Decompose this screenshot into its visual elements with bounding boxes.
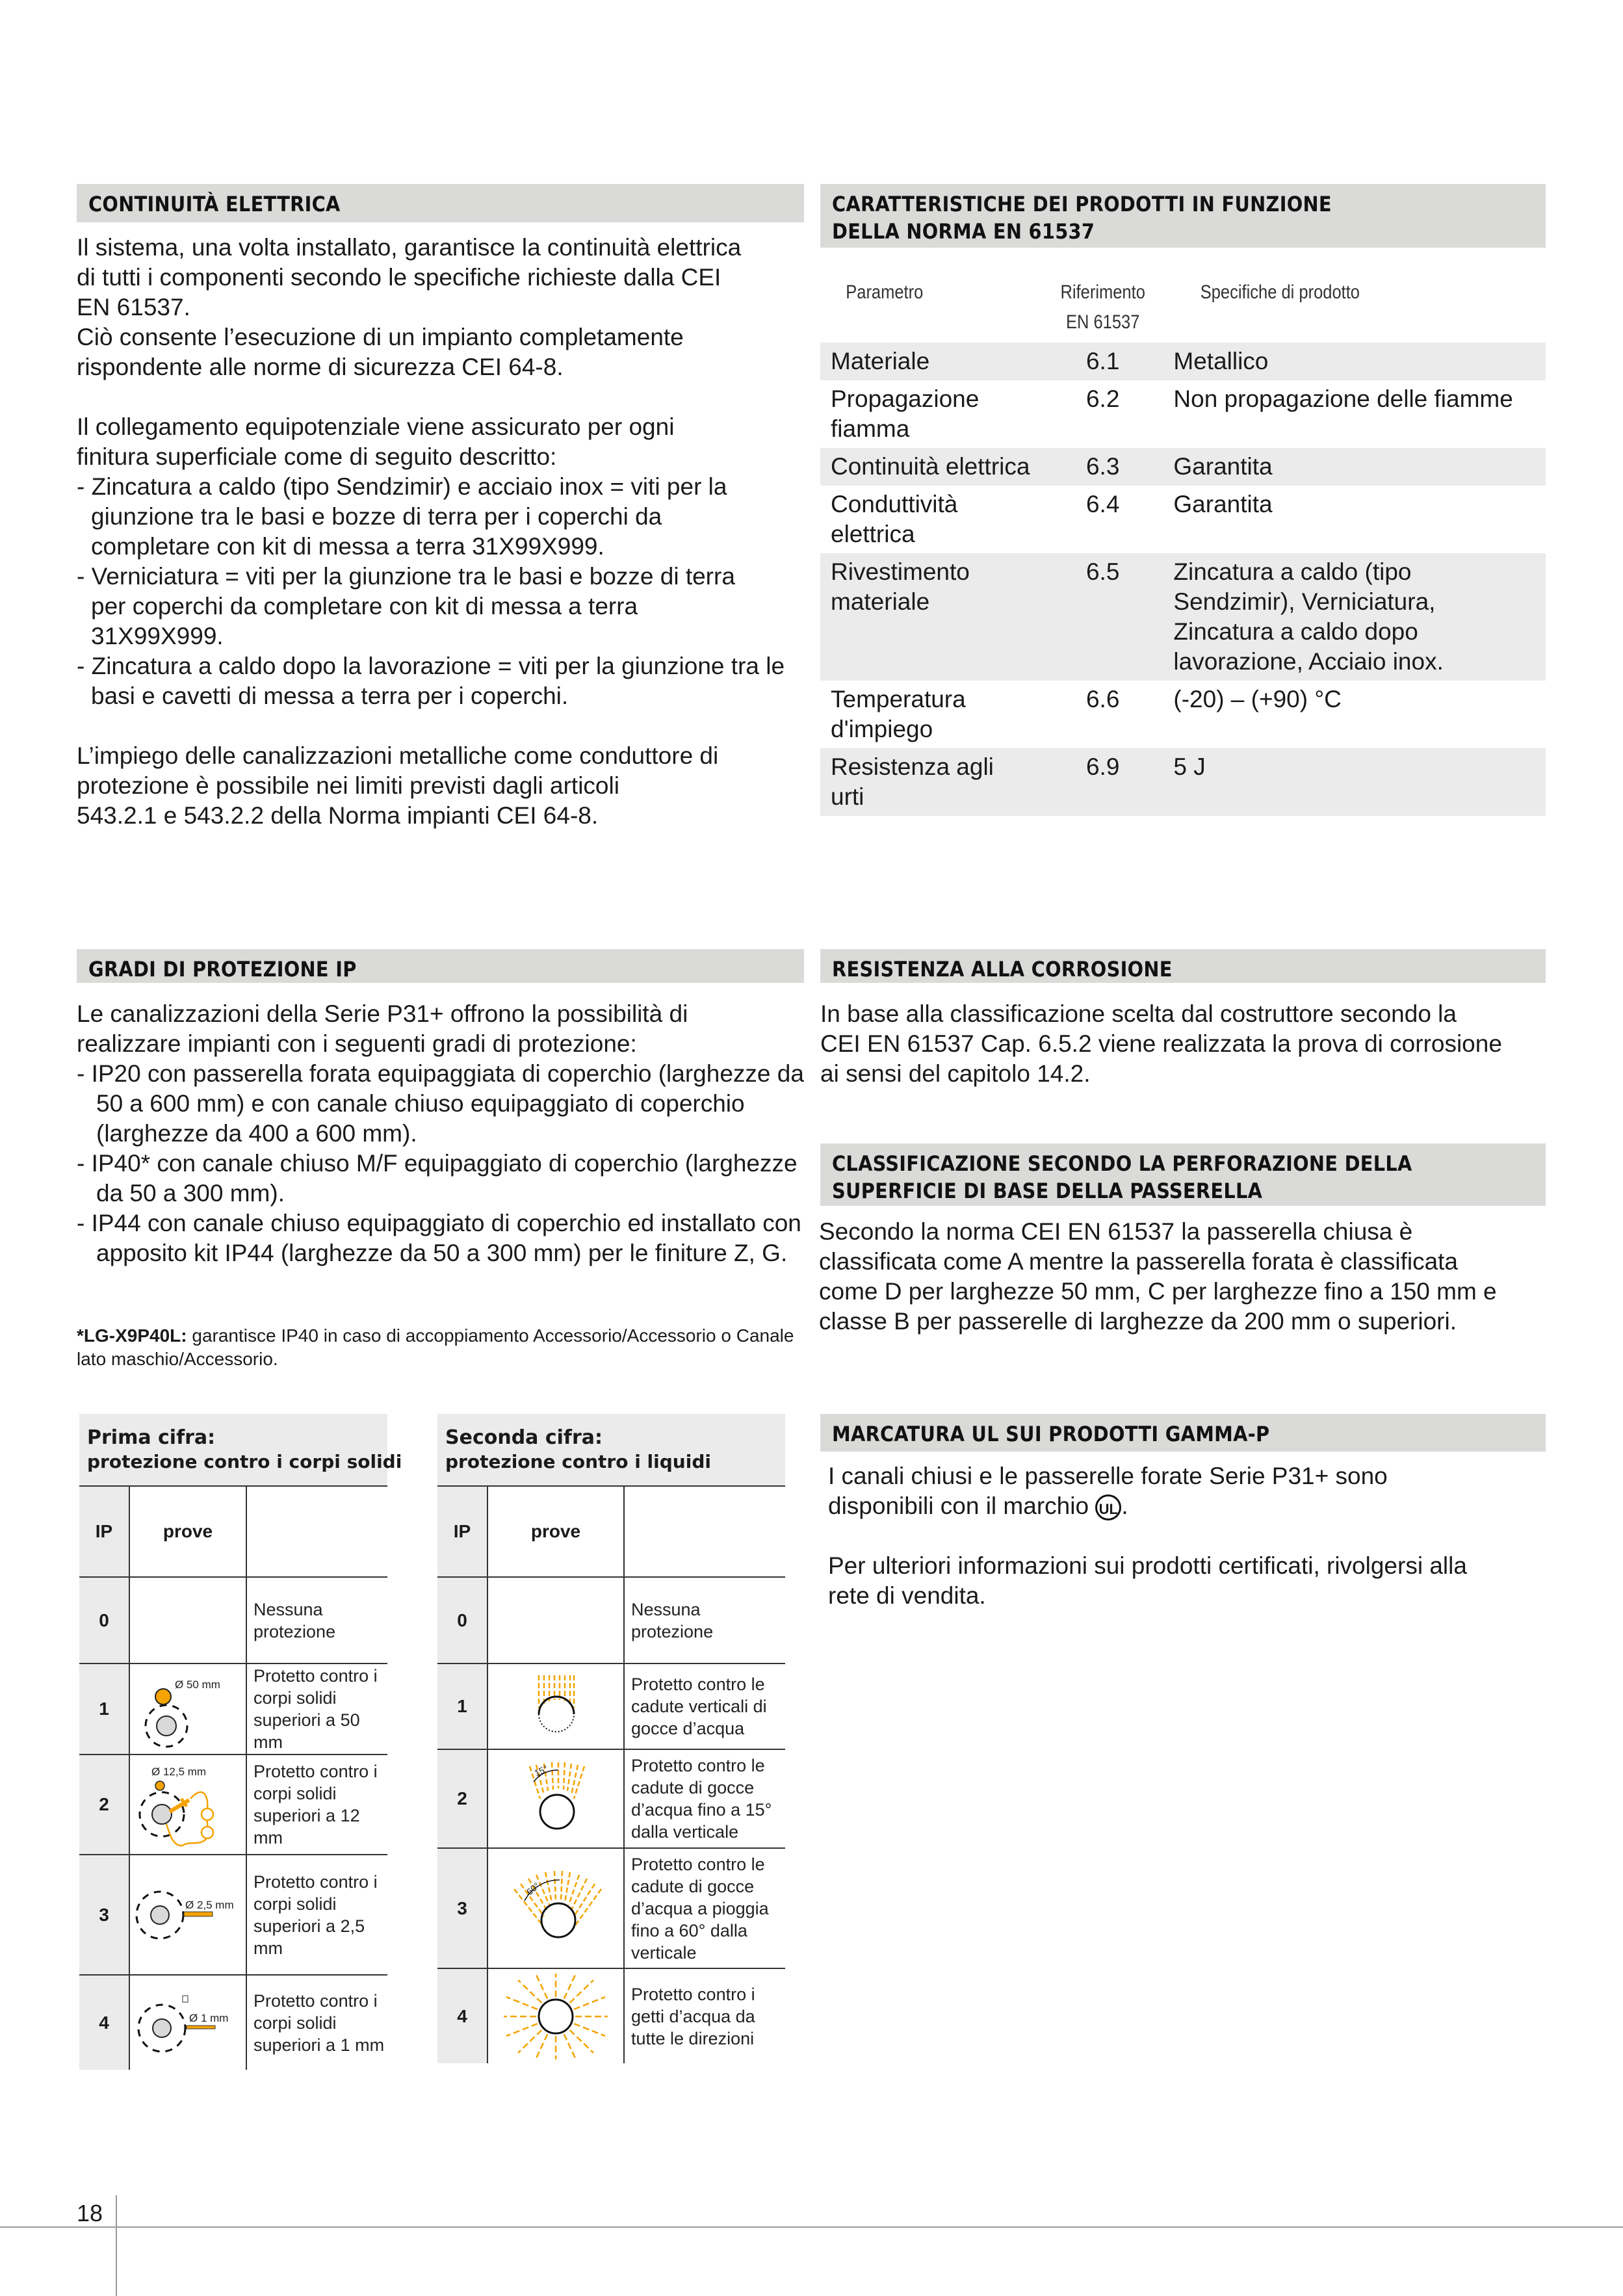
wire-2-5mm-icon — [131, 1876, 241, 1954]
text-line: Il sistema, una volta installato, garantisce la continuità elettrica — [77, 234, 742, 261]
footnote-code: *LG-X9P40L: — [77, 1325, 187, 1346]
section-title-line: DELLA NORMA EN 61537 — [832, 219, 1095, 244]
table-row: Conduttività elettrica 6.4 Garantita — [831, 491, 1273, 547]
gradi-ip-body — [77, 999, 811, 1268]
section-header-gradi-ip — [77, 949, 804, 983]
spec-table-header — [820, 270, 1546, 343]
spray-all-directions-icon — [491, 1971, 621, 2062]
ip2-drip-diagram — [487, 1749, 624, 1848]
marcatura-ul-body: I canali chiusi e le passerelle forate Serie P31+ sono disponibili con il marchio UL . Per ulteriori informazioni sui prodotti certificati, rivolgersi alla rete di vendita. — [828, 1463, 1467, 1609]
text-line: rispondente alle norme di sicurezza CEI 64-8. — [77, 354, 564, 380]
test-finger-icon — [131, 1756, 241, 1853]
classificazione-body: Secondo la norma CEI EN 61537 la passerella chiusa è classificata come A mentre la passerella forata è classificata come D per larghezze 50 mm, C per larghezze fino a 150 mm e classe B per passerelle di larghezze da 200 mm o superiori. — [819, 1218, 1497, 1335]
svg-text:Ø 50 mm: Ø 50 mm — [175, 1678, 220, 1691]
ip3-solid-diagram — [129, 1855, 246, 1975]
ip-table-prima — [79, 1414, 402, 2070]
text-line: finitura superficiale come di seguito descritto: — [77, 443, 557, 470]
table-row: Propagazione fiamma 6.2 Non propagazione delle fiamme — [831, 385, 1513, 442]
section-title: CONTINUITÀ ELETTRICA — [88, 192, 341, 216]
ip4-spray-diagram — [487, 1968, 624, 2063]
page-number: 18 — [77, 2200, 103, 2226]
ip-row: 2 Ø 12,5 mm Protetto contro i corpi solidi superiori a 12 mm — [79, 1755, 387, 1855]
section-header-continuita — [77, 184, 804, 222]
ip1-drip-diagram — [487, 1663, 624, 1749]
text-line: di tutti i componenti secondo le specifiche richieste dalla CEI — [77, 264, 721, 291]
footer-rule — [0, 2226, 1623, 2228]
section-header-classificazione: CLASSIFICAZIONE SECONDO LA PERFORAZIONE DELLA SUPERFICIE DI BASE DELLA PASSERELLA — [820, 1143, 1546, 1206]
text-line: Ciò consente l’esecuzione di un impianto completamente — [77, 324, 684, 350]
ip-row: 0 Nessuna protezione — [437, 1577, 785, 1663]
text-line: Le canalizzazioni della Serie P31+ offrono la possibilità di — [77, 1000, 688, 1027]
footer-vertical-rule — [116, 2195, 117, 2296]
section-title: GRADI DI PROTEZIONE IP — [88, 957, 357, 982]
section-title-line: CARATTERISTICHE DEI PRODOTTI IN FUNZIONE — [832, 192, 1332, 216]
ip1-solid-diagram — [129, 1663, 246, 1755]
wire-1mm-icon — [131, 1984, 241, 2062]
table-row: Materiale 6.1 Metallico — [820, 343, 1546, 380]
table-row: Continuità elettrica 6.3 Garantita — [820, 448, 1546, 486]
table-row: Resistenza agli urti 6.9 5 J — [820, 748, 1546, 816]
section-header-marcatura-ul — [820, 1414, 1546, 1452]
svg-text:Ø 1 mm: Ø 1 mm — [189, 2011, 229, 2024]
bullet-item: - Zincatura a caldo (tipo Sendzimir) e acciaio inox = viti per la giunzione tra le basi e bozze di terra per i coperchi da completare con kit di messa a terra 31X99X999. — [77, 473, 727, 560]
ip-table-title: Seconda cifra: protezione contro i liquidi — [437, 1414, 785, 1487]
text-line: EN 61537. — [77, 294, 190, 320]
footnote-text: garantisce IP40 in caso di accoppiamento Accessorio/Accessorio o Canale lato maschio/Accessorio. — [77, 1325, 794, 1369]
ip-table-header: IP prove — [437, 1487, 785, 1577]
text-line: L’impiego delle canalizzazioni metalliche come conduttore di — [77, 742, 719, 769]
bullet-item: - IP44 con canale chiuso equipaggiato di coperchio ed installato con apposito kit IP44 (larghezze da 50 a 300 mm) per le finiture Z, G. — [77, 1210, 801, 1266]
rain-60deg-icon — [491, 1863, 621, 1954]
ip-row: 3 60° Protetto contro le cadute di gocce d’acqua a pioggia fino a 60° dalla verticale — [437, 1848, 785, 1968]
drip-15deg-icon — [491, 1753, 621, 1844]
ip3-rain-diagram — [487, 1848, 624, 1968]
col-header-spec: Specifiche di prodotto — [1201, 281, 1360, 303]
text-line: protezione è possibile nei limiti previsti dagli articoli — [77, 772, 619, 799]
ip-table-header: IP prove — [79, 1487, 387, 1577]
ip-row: 4 Ø 1 mm Protetto contro i corpi solidi superiori a 1 mm — [79, 1975, 387, 2070]
ip-row: 3 Ø 2,5 mm Protetto contro i corpi solidi superiori a 2,5 mm — [79, 1855, 387, 1975]
svg-text:15°: 15° — [532, 1763, 550, 1779]
ip-row: 1 Ø 50 mm Protetto contro i corpi solidi superiori a 50 mm — [79, 1663, 387, 1755]
ip4-solid-diagram — [129, 1975, 246, 2070]
svg-text:Ø 12,5 mm: Ø 12,5 mm — [151, 1766, 207, 1778]
spec-table — [820, 270, 1546, 816]
text-line: Il collegamento equipotenziale viene assicurato per ogni — [77, 413, 675, 440]
ip-row: 4 Protetto contro i getti d’acqua da tutte le direzioni — [437, 1968, 785, 2063]
section-header-caratteristiche — [820, 184, 1546, 248]
table-row: Rivestimento materiale 6.5 Zincatura a caldo (tipo Sendzimir), Verniciatura, Zincatura a caldo dopo lavorazione, Acciaio inox. — [820, 553, 1546, 681]
footnote — [77, 1324, 798, 1371]
bullet-item: - Verniciatura = viti per la giunzione tra le basi e bozze di terra per coperchi da completare con kit di messa a terra 31X99X999. — [77, 563, 735, 649]
svg-text:60°: 60° — [524, 1879, 542, 1897]
bullet-item: - IP40* con canale chiuso M/F equipaggiato di coperchio (larghezze da 50 a 300 mm). — [77, 1150, 798, 1207]
vertical-drip-icon — [491, 1667, 621, 1745]
section-title: RESISTENZA ALLA CORROSIONE — [832, 957, 1173, 982]
ip2-solid-diagram — [129, 1755, 246, 1855]
section-title: MARCATURA UL SUI PRODOTTI GAMMA-P — [832, 1422, 1270, 1446]
ip-table-title: Prima cifra: protezione contro i corpi solidi — [79, 1414, 387, 1487]
ip-row: 1 Protetto contro le cadute verticali di gocce d’acqua — [437, 1663, 785, 1749]
continuita-body — [77, 233, 811, 831]
bullet-item: - IP20 con passerella forata equipaggiata di coperchio (larghezze da 50 a 600 mm) e con canale chiuso equipaggiato di coperchio (larghezze da 400 a 600 mm). — [77, 1060, 804, 1147]
ip-row: 0 Nessuna protezione — [79, 1577, 387, 1663]
section-header-corrosione — [820, 949, 1546, 983]
corrosione-body: In base alla classificazione scelta dal costruttore secondo la CEI EN 61537 Cap. 6.5.2 viene realizzata la prova di corrosione ai sensi del capitolo 14.2. — [820, 1000, 1502, 1087]
solid-50mm-icon — [131, 1667, 241, 1751]
col-header-param: Parametro — [846, 281, 924, 303]
text-line: 543.2.1 e 543.2.2 della Norma impianti CEI 64-8. — [77, 802, 599, 829]
text-line: realizzare impianti con i seguenti gradi di protezione: — [77, 1030, 637, 1057]
svg-text:Ø 2,5 mm: Ø 2,5 mm — [185, 1898, 234, 1911]
ul-certification-icon: UL — [1095, 1494, 1121, 1520]
ip-table-seconda — [437, 1414, 785, 2063]
table-row: Temperatura d'impiego 6.6 (-20) – (+90) °C — [831, 686, 1342, 742]
bullet-item: - Zincatura a caldo dopo la lavorazione = viti per la giunzione tra le basi e cavetti di messa a terra per i coperchi. — [77, 653, 785, 709]
col-header-ref: Riferimento EN 61537 — [1060, 281, 1145, 333]
ip-row: 2 15° Protetto contro le cadute di gocce d’acqua fino a 15° dalla verticale — [437, 1749, 785, 1848]
